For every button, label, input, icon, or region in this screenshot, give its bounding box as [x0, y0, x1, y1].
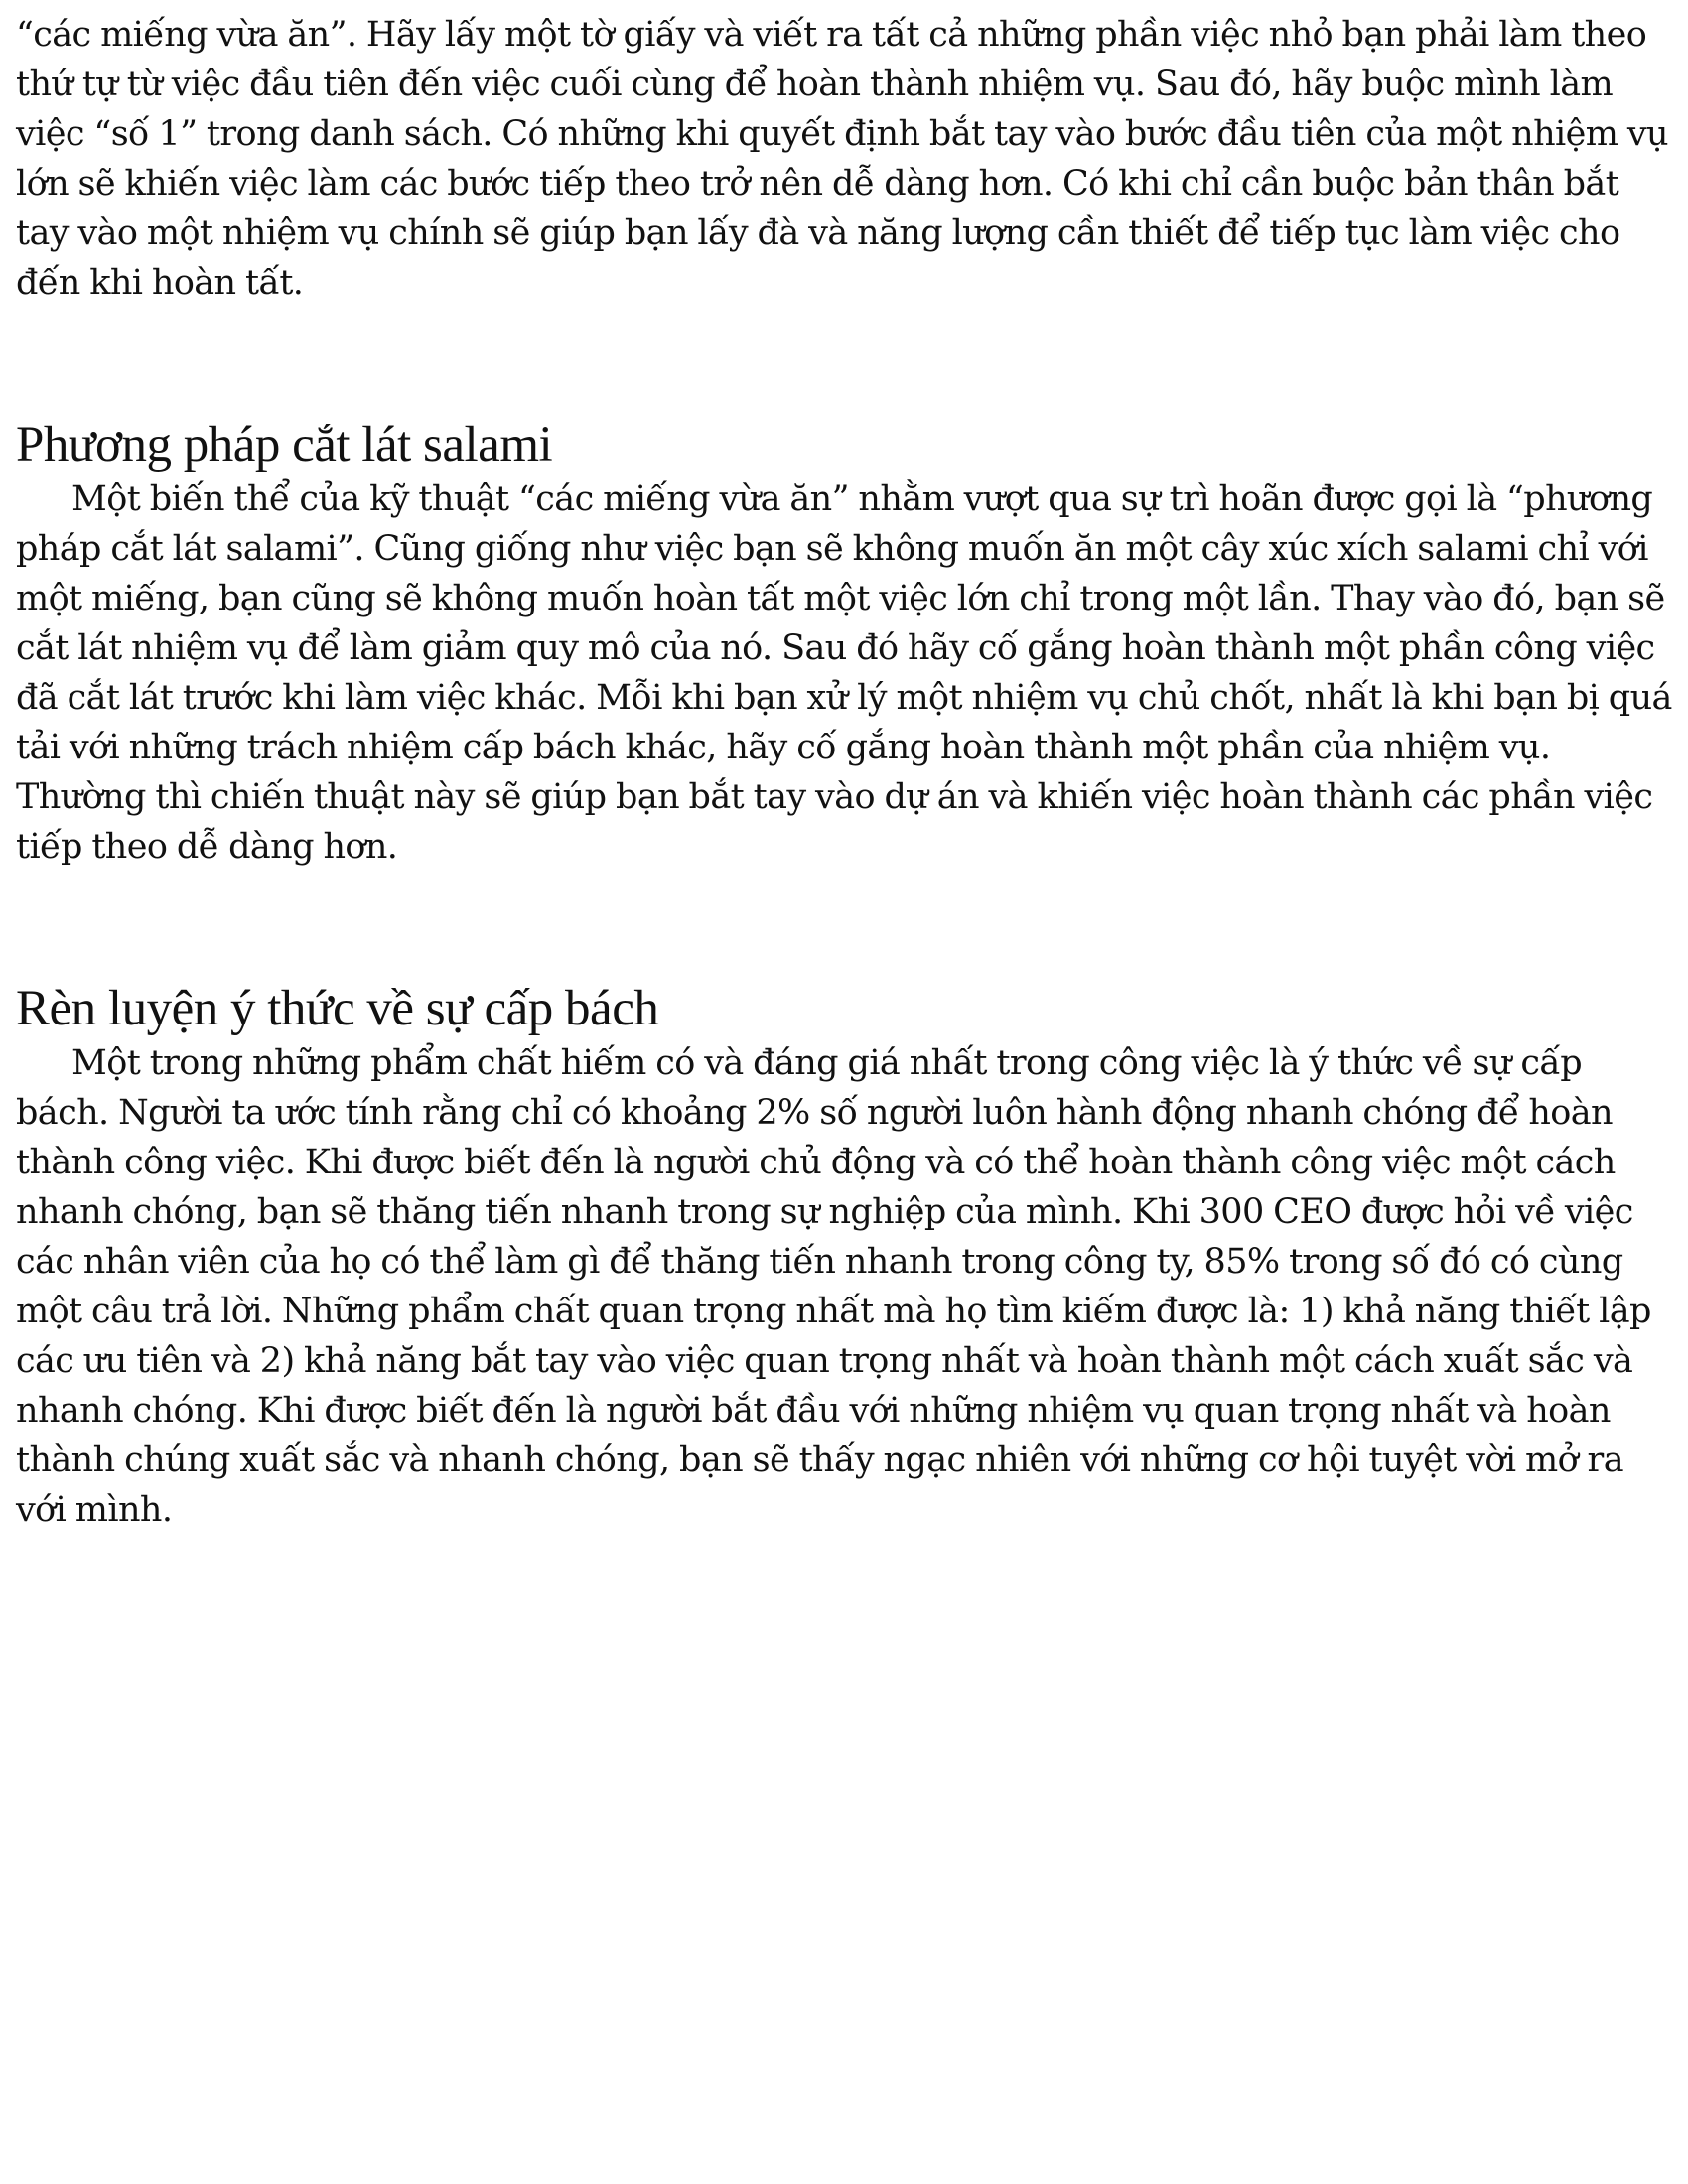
document-page	[16, 0, 1676, 1535]
intro-paragraph: “các miếng vừa ăn”. Hãy lấy một tờ giấy và viết ra tất cả những phần việc nhỏ bạn phải làm theo thứ tự từ việc đầu tiên đến việc cuối cùng để hoàn thành nhiệm vụ. Sau đó, hãy buộc mình làm việc “số 1” trong danh sách. Có những khi quyết định bắt tay vào bước đầu tiên của một nhiệm vụ lớn sẽ khiến việc làm các bước tiếp theo trở nên dễ dàng hơn. Có khi chỉ cần buộc bản thân bắt tay vào một nhiệm vụ chính sẽ giúp bạn lấy đà và năng lượng cần thiết để tiếp tục làm việc cho đến khi hoàn tất.	[16, 15, 1668, 303]
section-body-urgency: Một trong những phẩm chất hiếm có và đáng giá nhất trong công việc là ý thức về sự cấp bách. Người ta ước tính rằng chỉ có khoảng 2% số người luôn hành động nhanh chóng để hoàn thành công việc. Khi được biết đến là người chủ động và có thể hoàn thành công việc một cách nhanh chóng, bạn sẽ thăng tiến nhanh trong sự nghiệp của mình. Khi 300 CEO được hỏi về việc các nhân viên của họ có thể làm gì để thăng tiến nhanh trong công ty, 85% trong số đó có cùng một câu trả lời. Những phẩm chất quan trọng nhất mà họ tìm kiếm được là: 1) khả năng thiết lập các ưu tiên và 2) khả năng bắt tay vào việc quan trọng nhất và hoàn thành một cách xuất sắc và nhanh chóng. Khi được biết đến là người bắt đầu với những nhiệm vụ quan trọng nhất và hoàn thành chúng xuất sắc và nhanh chóng, bạn sẽ thấy ngạc nhiên với những cơ hội tuyệt vời mở ra với mình.	[16, 1043, 1651, 1530]
section-body-salami: Một biến thể của kỹ thuật “các miếng vừa ăn” nhằm vượt qua sự trì hoãn được gọi là “phương pháp cắt lát salami”. Cũng giống như việc bạn sẽ không muốn ăn một cây xúc xích salami chỉ với một miếng, bạn cũng sẽ không muốn hoàn tất một việc lớn chỉ trong một lần. Thay vào đó, bạn sẽ cắt lát nhiệm vụ để làm giảm quy mô của nó. Sau đó hãy cố gắng hoàn thành một phần công việc đã cắt lát trước khi làm việc khác. Mỗi khi bạn xử lý một nhiệm vụ chủ chốt, nhất là khi bạn bị quá tải với những trách nhiệm cấp bách khác, hãy cố gắng hoàn thành một phần của nhiệm vụ. Thường thì chiến thuật này sẽ giúp bạn bắt tay vào dự án và khiến việc hoàn thành các phần việc tiếp theo dễ dàng hơn.	[16, 479, 1672, 867]
section-heading-urgency: Rèn luyện ý thức về sự cấp bách	[16, 981, 659, 1036]
section-heading-salami: Phương pháp cắt lát salami	[16, 417, 553, 473]
